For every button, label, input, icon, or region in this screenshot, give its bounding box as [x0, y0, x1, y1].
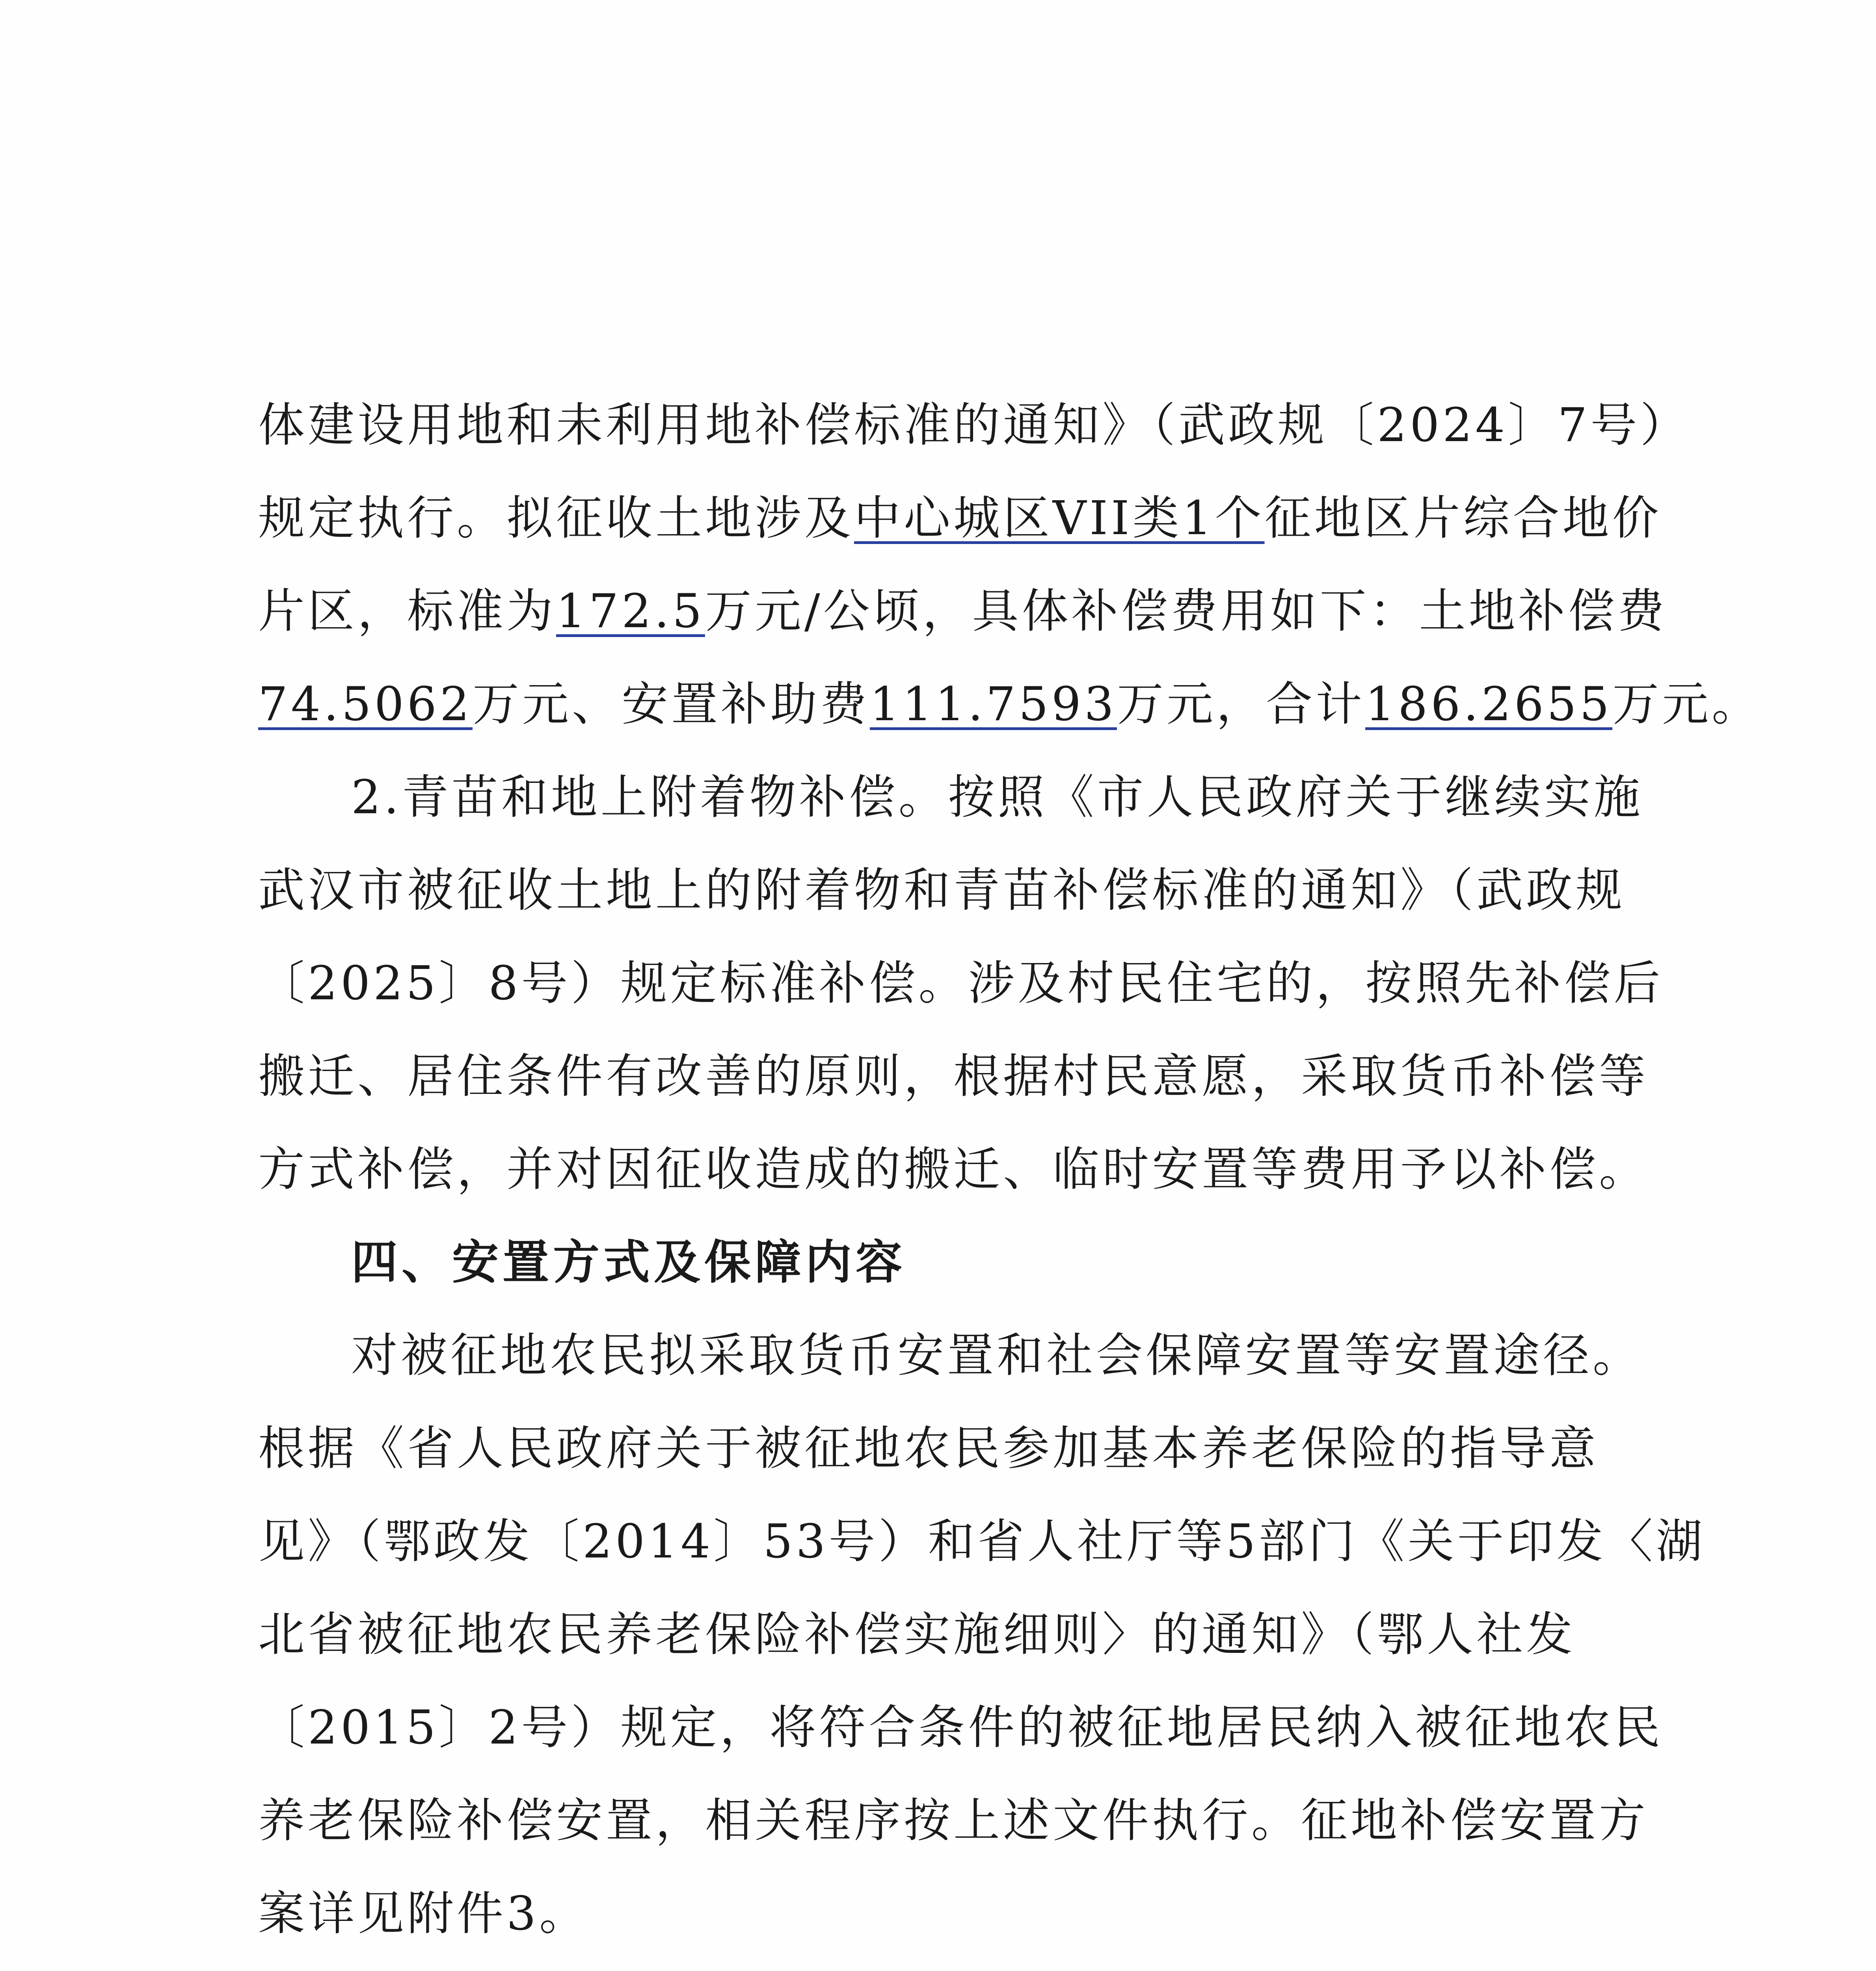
text-segment: 万元/公顷，具体补偿费用如下：土地补偿费	[705, 584, 1668, 638]
text-line	[258, 1495, 1706, 1588]
underlined-fill-text: 111.7593	[869, 677, 1117, 731]
text-line	[258, 564, 1668, 658]
text-segment: 四、安置方式及保障内容	[351, 1235, 906, 1289]
text-segment: 搬迁、居住条件有改善的原则，根据村民意愿，采取货币补偿等	[258, 1049, 1649, 1103]
text-line	[258, 1681, 1664, 1774]
text-segment: 体建设用地和未利用地补偿标准的通知》（武政规〔2024〕7号）	[258, 398, 1690, 452]
text-line	[258, 937, 1664, 1030]
text-segment: 〔2015〕2号）规定，将符合条件的被征地居民纳入被征地农民	[258, 1700, 1664, 1755]
underlined-fill-text: 172.5	[556, 584, 705, 638]
text-segment: 万元。	[1612, 677, 1762, 731]
text-segment: 万元、安置补助费	[472, 677, 870, 731]
text-segment: 对被征地农民拟采取货币安置和社会保障安置等安置途径。	[351, 1328, 1643, 1382]
text-segment: 片区，标准为	[258, 584, 556, 638]
text-segment: 根据《省人民政府关于被征地农民参加基本养老保险的指导意	[258, 1421, 1599, 1475]
text-segment: 北省被征地农民养老保险补偿实施细则〉的通知》（鄂人社发	[258, 1607, 1576, 1662]
text-line	[258, 1588, 1596, 1681]
text-segment: 养老保险补偿安置，相关程序按上述文件执行。征地补偿安置方	[258, 1793, 1649, 1848]
text-line	[258, 1867, 1596, 1960]
text-line	[258, 1774, 1649, 1867]
text-line	[258, 751, 1643, 844]
text-segment: 案详见附件3。	[258, 1886, 589, 1941]
text-line	[258, 471, 1662, 564]
text-line	[258, 1030, 1649, 1123]
section-heading	[258, 1216, 1596, 1309]
text-segment: 武汉市被征收土地上的附着物和青苗补偿标准的通知》（武政规	[258, 863, 1626, 917]
text-line	[258, 1123, 1649, 1216]
underlined-fill-text: 中心城区VII类1个	[854, 491, 1265, 545]
underlined-fill-text: 74.5062	[258, 677, 473, 731]
text-segment: 征地区片综合地价	[1264, 491, 1662, 545]
document-body	[258, 378, 1762, 1971]
underlined-fill-text: 186.2655	[1365, 677, 1613, 731]
text-segment: 见》（鄂政发〔2014〕53号）和省人社厅等5部门《关于印发〈湖	[258, 1514, 1706, 1569]
text-segment: 万元，合计	[1117, 677, 1366, 731]
text-segment: 2.青苗和地上附着物补偿。按照《市人民政府关于继续实施	[351, 770, 1643, 824]
text-line	[258, 378, 1690, 471]
section-heading	[258, 1960, 1596, 1971]
text-line	[258, 1402, 1599, 1495]
text-line	[258, 658, 1762, 751]
text-segment: 〔2025〕8号）规定标准补偿。涉及村民住宅的，按照先补偿后	[258, 956, 1664, 1010]
text-line	[258, 844, 1626, 937]
text-segment: 方式补偿，并对因征收造成的搬迁、临时安置等费用予以补偿。	[258, 1142, 1649, 1196]
text-segment: 规定执行。拟征收土地涉及	[258, 491, 854, 545]
text-line	[258, 1309, 1643, 1402]
